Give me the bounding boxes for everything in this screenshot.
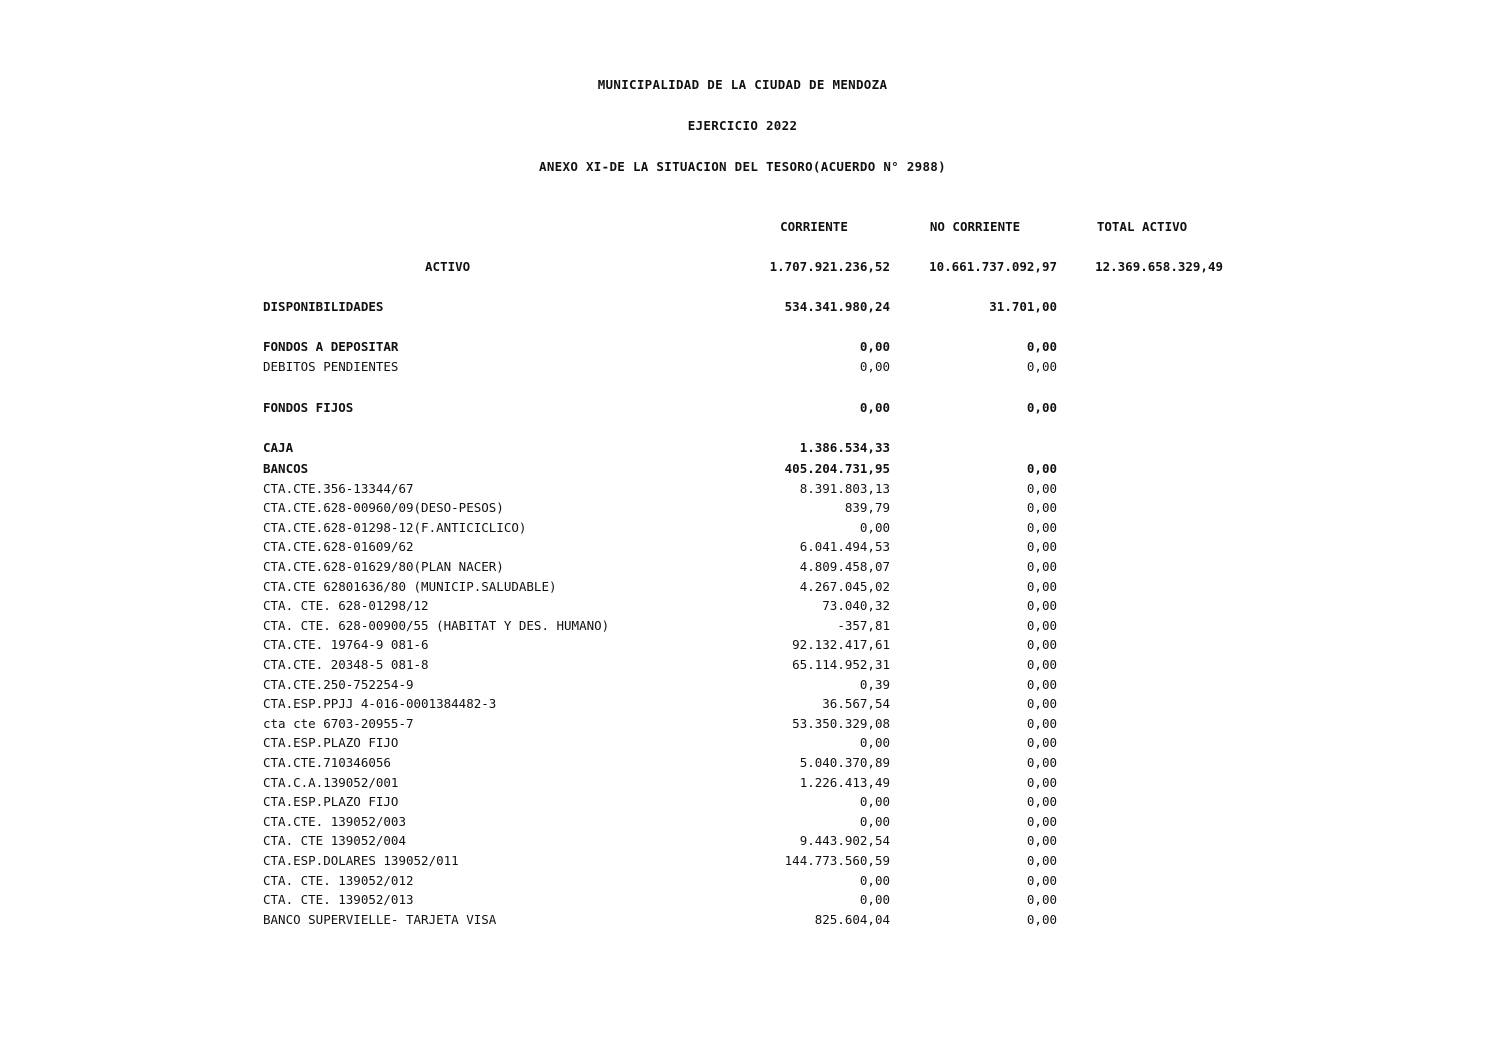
- fondos-a-depositar-no-corriente: 0,00: [1026, 339, 1057, 354]
- account-corriente: 73.040,32: [822, 598, 890, 614]
- account-row: [263, 792, 1243, 811]
- account-corriente: 92.132.417,61: [792, 637, 890, 653]
- account-label: CTA.CTE.628-01629/80(PLAN NACER): [263, 558, 504, 574]
- activo-corriente: 1.707.921.236,52: [769, 259, 890, 274]
- account-row: [263, 557, 1243, 576]
- activo-no-corriente: 10.661.737.092,97: [929, 259, 1057, 274]
- entity-title: MUNICIPALIDAD DE LA CIUDAD DE MENDOZA: [597, 77, 888, 92]
- caja-row: [263, 438, 1243, 457]
- account-label: CTA.C.A.139052/001: [263, 774, 399, 790]
- account-corriente: 825.604,04: [814, 911, 890, 927]
- account-corriente: 36.567,54: [822, 696, 890, 712]
- account-no-corriente: 0,00: [1026, 598, 1057, 614]
- account-corriente: 4.267.045,02: [799, 578, 890, 594]
- column-header-corriente: CORRIENTE: [780, 219, 848, 234]
- account-row: [263, 694, 1243, 713]
- account-no-corriente: 0,00: [1026, 833, 1057, 849]
- account-corriente: -357,81: [837, 617, 890, 633]
- fondos-fijos-row: [263, 398, 1243, 417]
- account-corriente: 4.809.458,07: [799, 558, 890, 574]
- account-label: CTA.CTE 62801636/80 (MUNICIP.SALUDABLE): [263, 578, 557, 594]
- account-row: [263, 890, 1243, 909]
- account-no-corriente: 0,00: [1026, 558, 1057, 574]
- account-row: [263, 596, 1243, 615]
- account-no-corriente: 0,00: [1026, 911, 1057, 927]
- account-label: CTA. CTE. 628-01298/12: [263, 598, 429, 614]
- account-corriente: 53.350.329,08: [792, 715, 890, 731]
- account-corriente: 9.443.902,54: [799, 833, 890, 849]
- account-label: CTA.CTE.628-00960/09(DESO-PESOS): [263, 500, 504, 516]
- account-row: [263, 733, 1243, 752]
- account-corriente: 1.226.413,49: [799, 774, 890, 790]
- account-corriente: 0,00: [859, 735, 890, 751]
- caja-corriente: 1.386.534,33: [799, 440, 890, 455]
- account-corriente: 0,39: [859, 676, 890, 692]
- fondos-fijos-no-corriente: 0,00: [1026, 400, 1057, 415]
- account-label: CTA.CTE. 19764-9 081-6: [263, 637, 429, 653]
- account-corriente: 65.114.952,31: [792, 656, 890, 672]
- exercise-title: EJERCICIO 2022: [687, 118, 798, 133]
- account-row: [263, 812, 1243, 831]
- account-no-corriente: 0,00: [1026, 715, 1057, 731]
- account-no-corriente: 0,00: [1026, 637, 1057, 653]
- account-corriente: 0,00: [859, 872, 890, 888]
- debitos-pendientes-corriente: 0,00: [859, 359, 890, 374]
- account-no-corriente: 0,00: [1026, 539, 1057, 555]
- account-no-corriente: 0,00: [1026, 813, 1057, 829]
- disponibilidades-label: DISPONIBILIDADES: [263, 299, 384, 314]
- account-no-corriente: 0,00: [1026, 480, 1057, 496]
- account-row: [263, 773, 1243, 792]
- account-label: CTA.CTE.250-752254-9: [263, 676, 414, 692]
- debitos-pendientes-label: DEBITOS PENDIENTES: [263, 359, 399, 374]
- annex-title: ANEXO XI-DE LA SITUACION DEL TESORO(ACUERDO N° 2988): [539, 159, 946, 174]
- account-label: CTA.ESP.DOLARES 139052/011: [263, 852, 459, 868]
- account-no-corriente: 0,00: [1026, 735, 1057, 751]
- bancos-row: [263, 459, 1243, 478]
- account-no-corriente: 0,00: [1026, 578, 1057, 594]
- account-row: [263, 479, 1243, 498]
- account-row: [263, 537, 1243, 556]
- account-no-corriente: 0,00: [1026, 617, 1057, 633]
- disponibilidades-corriente: 534.341.980,24: [784, 299, 890, 314]
- activo-row: [263, 257, 1243, 276]
- account-label: CTA. CTE. 139052/012: [263, 872, 414, 888]
- account-corriente: 0,00: [859, 794, 890, 810]
- account-row: [263, 498, 1243, 517]
- account-label: CTA.ESP.PLAZO FIJO: [263, 735, 399, 751]
- account-row: [263, 871, 1243, 890]
- caja-label: CAJA: [263, 440, 294, 455]
- fondos-a-depositar-corriente: 0,00: [859, 339, 890, 354]
- account-corriente: 0,00: [859, 519, 890, 535]
- account-row: [263, 910, 1243, 929]
- account-no-corriente: 0,00: [1026, 754, 1057, 770]
- account-row: [263, 655, 1243, 674]
- account-row: [263, 577, 1243, 596]
- account-row: [263, 714, 1243, 733]
- account-row: [263, 753, 1243, 772]
- column-header-total-activo: TOTAL ACTIVO: [1096, 219, 1188, 234]
- fondos-a-depositar-label: FONDOS A DEPOSITAR: [263, 339, 399, 354]
- disponibilidades-no-corriente: 31.701,00: [989, 299, 1057, 314]
- disponibilidades-row: [263, 297, 1243, 316]
- fondos-a-depositar-row: [263, 337, 1243, 356]
- debitos-pendientes-row: [263, 357, 1243, 376]
- account-corriente: 144.773.560,59: [784, 852, 890, 868]
- activo-total: 12.369.658.329,49: [1095, 259, 1223, 274]
- column-header-no-corriente: NO CORRIENTE: [929, 219, 1021, 234]
- account-label: CTA.CTE.356-13344/67: [263, 480, 414, 496]
- account-label: CTA.CTE.628-01298-12(F.ANTICICLICO): [263, 519, 527, 535]
- account-label: CTA. CTE 139052/004: [263, 833, 406, 849]
- account-row: [263, 675, 1243, 694]
- account-label: CTA.ESP.PLAZO FIJO: [263, 794, 399, 810]
- account-no-corriente: 0,00: [1026, 872, 1057, 888]
- account-no-corriente: 0,00: [1026, 676, 1057, 692]
- bancos-corriente: 405.204.731,95: [784, 461, 890, 476]
- fondos-fijos-corriente: 0,00: [859, 400, 890, 415]
- account-row: [263, 635, 1243, 654]
- account-corriente: 839,79: [844, 500, 890, 516]
- fondos-fijos-label: FONDOS FIJOS: [263, 400, 354, 415]
- account-label: CTA.CTE.710346056: [263, 754, 391, 770]
- account-corriente: 0,00: [859, 813, 890, 829]
- account-no-corriente: 0,00: [1026, 500, 1057, 516]
- bancos-label: BANCOS: [263, 461, 309, 476]
- debitos-pendientes-no-corriente: 0,00: [1026, 359, 1057, 374]
- account-no-corriente: 0,00: [1026, 519, 1057, 535]
- account-row: [263, 851, 1243, 870]
- account-corriente: 0,00: [859, 892, 890, 908]
- account-corriente: 5.040.370,89: [799, 754, 890, 770]
- account-no-corriente: 0,00: [1026, 774, 1057, 790]
- account-label: CTA.CTE. 139052/003: [263, 813, 406, 829]
- account-row: [263, 518, 1243, 537]
- account-row: [263, 616, 1243, 635]
- account-no-corriente: 0,00: [1026, 852, 1057, 868]
- account-no-corriente: 0,00: [1026, 696, 1057, 712]
- activo-label: ACTIVO: [425, 259, 471, 274]
- account-no-corriente: 0,00: [1026, 656, 1057, 672]
- account-label: cta cte 6703-20955-7: [263, 715, 414, 731]
- account-label: CTA.CTE. 20348-5 081-8: [263, 656, 429, 672]
- account-label: CTA.ESP.PPJJ 4-016-0001384482-3: [263, 696, 497, 712]
- account-label: CTA. CTE. 139052/013: [263, 892, 414, 908]
- account-label: BANCO SUPERVIELLE- TARJETA VISA: [263, 911, 497, 927]
- account-row: [263, 831, 1243, 850]
- bancos-no-corriente: 0,00: [1026, 461, 1057, 476]
- account-label: CTA.CTE.628-01609/62: [263, 539, 414, 555]
- account-corriente: 6.041.494,53: [799, 539, 890, 555]
- account-corriente: 8.391.803,13: [799, 480, 890, 496]
- account-label: CTA. CTE. 628-00900/55 (HABITAT Y DES. HUMANO): [263, 617, 610, 633]
- account-no-corriente: 0,00: [1026, 892, 1057, 908]
- account-no-corriente: 0,00: [1026, 794, 1057, 810]
